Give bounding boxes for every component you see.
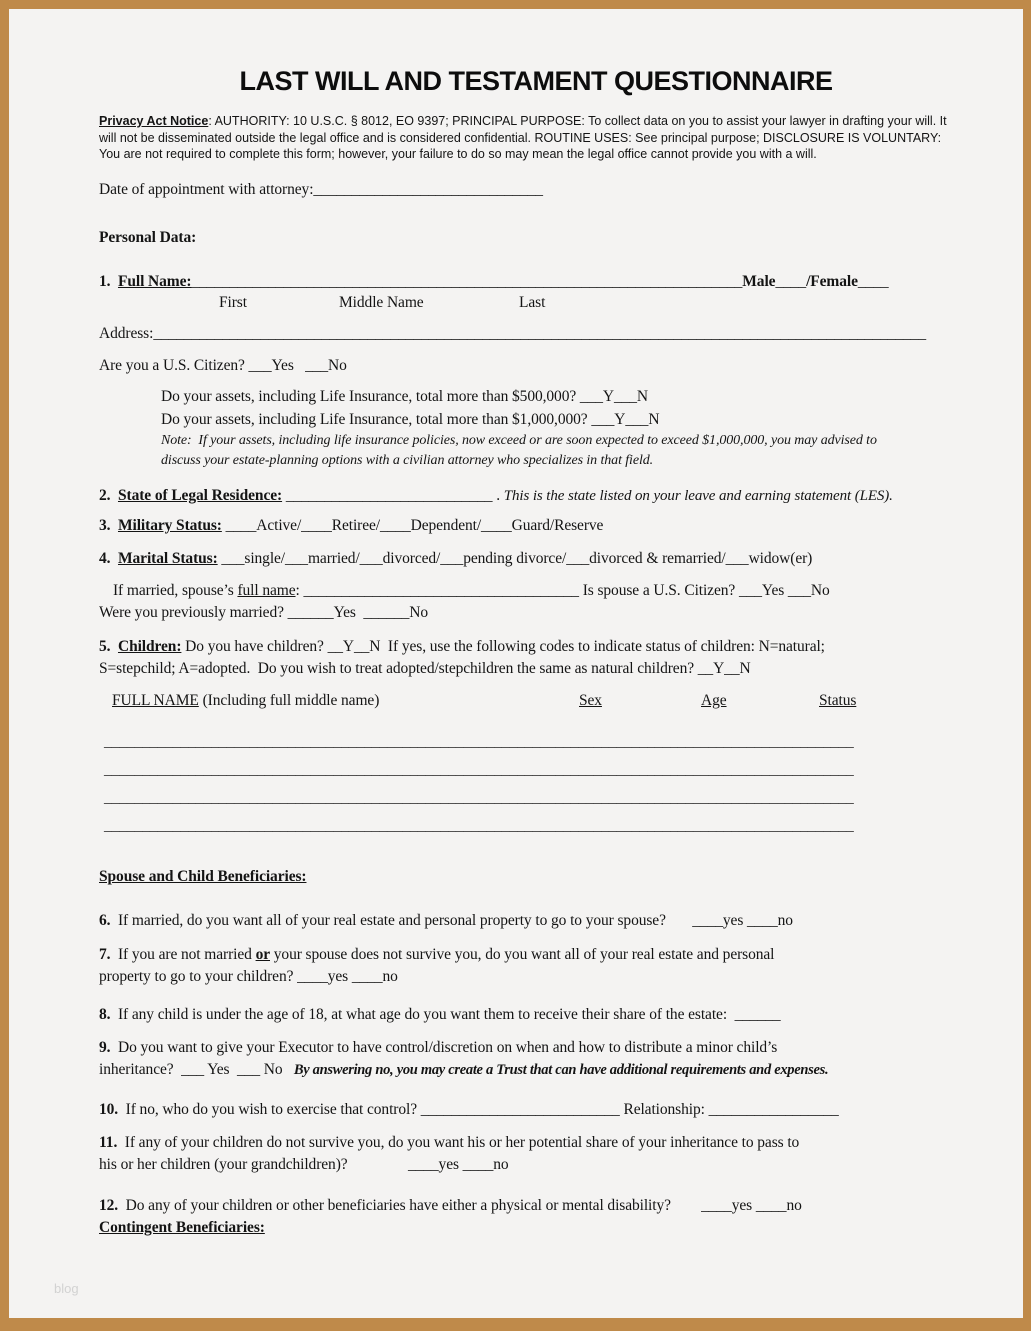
female-label: /Female — [806, 272, 858, 290]
q2-separator: . — [496, 486, 504, 504]
q9-line1 — [99, 1037, 973, 1059]
child-entry-line-3[interactable]: __________________________________________________________________________________________________ — [104, 788, 854, 806]
q4-label: Marital Status: — [117, 549, 218, 567]
q10-relationship-label: Relationship: — [619, 1100, 709, 1118]
child-entry-line-4[interactable]: __________________________________________________________________________________________________ — [104, 816, 854, 834]
q2-number: 2. — [99, 486, 118, 504]
sex-column-header: Sex — [579, 691, 602, 709]
blog-watermark: blog — [54, 1281, 79, 1296]
q3-options: ____Active/____Retiree/____Dependent/____Guard/Reserve — [221, 516, 604, 534]
citizen-question: Are you a U.S. Citizen? ___Yes ___No — [99, 356, 347, 374]
q10-line — [99, 1099, 973, 1121]
q6-answers: ____yes ____no — [665, 911, 793, 929]
q7-text-post: your spouse does not survive you, do you want all of your real estate and personal — [270, 945, 775, 963]
male-label: Male — [742, 272, 776, 290]
q1-label: Full Name: — [117, 272, 192, 290]
child-entry-line-1[interactable]: __________________________________________________________________________________________________ — [104, 732, 854, 750]
q11-line1 — [99, 1132, 973, 1154]
q8-line — [99, 1004, 973, 1026]
spouse-name-line — [99, 580, 973, 602]
q2-note: This is the state listed on your leave and earning statement (LES). — [503, 487, 893, 504]
q10-text: If no, who do you wish to exercise that control? — [125, 1100, 421, 1118]
address-label: Address: — [99, 324, 154, 342]
q8-number: 8. — [99, 1005, 118, 1023]
q7-or-emphasis: or — [255, 945, 270, 963]
privacy-notice-label: Privacy Act Notice — [99, 114, 209, 128]
q7-number: 7. — [99, 945, 118, 963]
sublabel-last: Last — [519, 293, 546, 311]
q10-relationship-blank[interactable]: _________________ — [708, 1100, 839, 1118]
spouse-colon: : — [295, 581, 304, 599]
previously-married-line: Were you previously married? ______Yes ______No — [99, 603, 429, 621]
q5-number: 5. — [99, 637, 118, 655]
personal-data-heading: Personal Data: — [99, 228, 197, 246]
beneficiaries-heading: Spouse and Child Beneficiaries: — [99, 867, 307, 885]
q12-text: Do any of your children or other beneficiaries have either a physical or mental disability? — [125, 1196, 671, 1214]
children-entry-rows — [99, 728, 973, 840]
q5-label: Children: — [117, 637, 182, 655]
children-table-header — [99, 690, 973, 712]
sublabel-middle-name: Middle Name — [339, 293, 424, 311]
q11-number: 11. — [99, 1133, 125, 1151]
q1-full-name-line — [99, 271, 973, 293]
q7-line2: property to go to your children? ____yes ____no — [99, 967, 398, 985]
spouse-name-blank[interactable]: ____________________________________ — [303, 581, 579, 599]
full-name-column-header — [112, 690, 379, 712]
child-entry-line-2[interactable]: __________________________________________________________________________________________________ — [104, 760, 854, 778]
q7-text-pre: If you are not married — [117, 945, 256, 963]
q5-children-line1 — [99, 636, 973, 658]
appointment-label: Date of appointment with attorney: — [99, 180, 314, 198]
q2-residence-line — [99, 485, 973, 507]
q9-line2 — [99, 1059, 973, 1081]
q2-label: State of Legal Residence: — [117, 486, 283, 504]
spouse-prefix: If married, spouse’s — [113, 581, 238, 599]
q3-number: 3. — [99, 516, 118, 534]
assets-question-500k: Do your assets, including Life Insurance, total more than $500,000? ___Y___N — [161, 387, 649, 405]
address-blank[interactable]: _____________________________________________________________________________________________________ — [153, 324, 926, 342]
q3-military-status-line — [99, 515, 973, 537]
q9-trust-warning: By answering no, you may create a Trust that can have additional requirements and expenses. — [293, 1061, 829, 1078]
q9-text-line1: Do you want to give your Executor to have control/discretion on when and how to distribute a minor child’s — [117, 1038, 778, 1056]
q4-marital-status-line — [99, 548, 973, 570]
q1-number: 1. — [99, 272, 118, 290]
assets-note-line1: Note: If your assets, including life insurance policies, now exceed or are soon expected to exceed $1,000,000, you may advised to — [161, 432, 877, 448]
q10-number: 10. — [99, 1100, 126, 1118]
q11-text-line2: his or her children (your grandchildren)? — [99, 1155, 348, 1173]
q6-text: If married, do you want all of your real estate and personal property to go to your spouse? — [117, 911, 666, 929]
full-name-column-label: FULL NAME — [112, 691, 199, 709]
q12-number: 12. — [99, 1196, 126, 1214]
contingent-heading: Contingent Beneficiaries: — [99, 1218, 265, 1236]
q12-line — [99, 1195, 973, 1217]
q4-number: 4. — [99, 549, 118, 567]
questionnaire-page — [9, 65, 1023, 1239]
q12-answers: ____yes ____no — [670, 1196, 802, 1214]
q6-number: 6. — [99, 911, 118, 929]
q2-state-blank[interactable]: ___________________________ — [282, 486, 497, 504]
female-blank[interactable]: ____ — [857, 272, 889, 290]
q7-line1 — [99, 944, 973, 966]
form-title: LAST WILL AND TESTAMENT QUESTIONNAIRE — [239, 66, 833, 96]
assets-note-line2: discuss your estate-planning options with a civilian attorney who specializes in that field. — [161, 452, 654, 468]
spouse-full-name-label: full name — [237, 581, 296, 599]
full-name-blank[interactable]: ________________________________________________________________________ — [191, 272, 743, 290]
privacy-notice-text: : AUTHORITY: 10 U.S.C. § 8012, EO 9397; PRINCIPAL PURPOSE: To collect data on you to assist your lawyer in drafting your will. It will not be disseminated outside the legal office and is considered confidential. ROUTINE USES: See principal purpose; DISCLOSURE IS VOLUNTARY: You are not required to complete this form; however, your failure to do so may mean the legal office cannot provide you with a will. — [99, 114, 947, 161]
q8-text: If any child is under the age of 18, at what age do you want them to receive their share of the estate: — [117, 1005, 735, 1023]
male-blank[interactable]: ____ — [775, 272, 807, 290]
name-sublabels — [99, 293, 973, 313]
q9-number: 9. — [99, 1038, 118, 1056]
q8-age-blank[interactable]: ______ — [734, 1005, 781, 1023]
sublabel-first: First — [219, 293, 247, 311]
full-name-column-note: (Including full middle name) — [198, 691, 380, 709]
q5-text-line1: Do you have children? __Y__N If yes, use the following codes to indicate status of children: N=natural; — [181, 637, 825, 655]
assets-question-1m: Do your assets, including Life Insurance, total more than $1,000,000? ___Y___N — [161, 410, 660, 428]
spouse-citizen-question: Is spouse a U.S. Citizen? ___Yes ___No — [578, 581, 830, 599]
appointment-date-blank[interactable]: ______________________________ — [313, 180, 543, 198]
privacy-notice — [99, 113, 947, 163]
age-column-header: Age — [701, 691, 727, 709]
q10-control-blank[interactable]: __________________________ — [420, 1100, 620, 1118]
q11-answers: ____yes ____no — [347, 1155, 509, 1173]
q11-line2 — [99, 1154, 973, 1176]
q11-text-line1: If any of your children do not survive you, do you want his or her potential share of your inheritance to pass to — [124, 1133, 800, 1151]
q3-label: Military Status: — [117, 516, 222, 534]
q4-options: ___single/___married/___divorced/___pending divorce/___divorced & remarried/___widow(er) — [217, 549, 813, 567]
address-line — [99, 323, 973, 345]
status-column-header: Status — [819, 691, 857, 709]
q6-line — [99, 910, 973, 932]
q9-text-line2: inheritance? ___ Yes ___ No — [99, 1060, 294, 1078]
appointment-line — [99, 179, 973, 201]
q5-children-line2: S=stepchild; A=adopted. Do you wish to treat adopted/stepchildren the same as natural children? __Y__N — [99, 659, 751, 677]
